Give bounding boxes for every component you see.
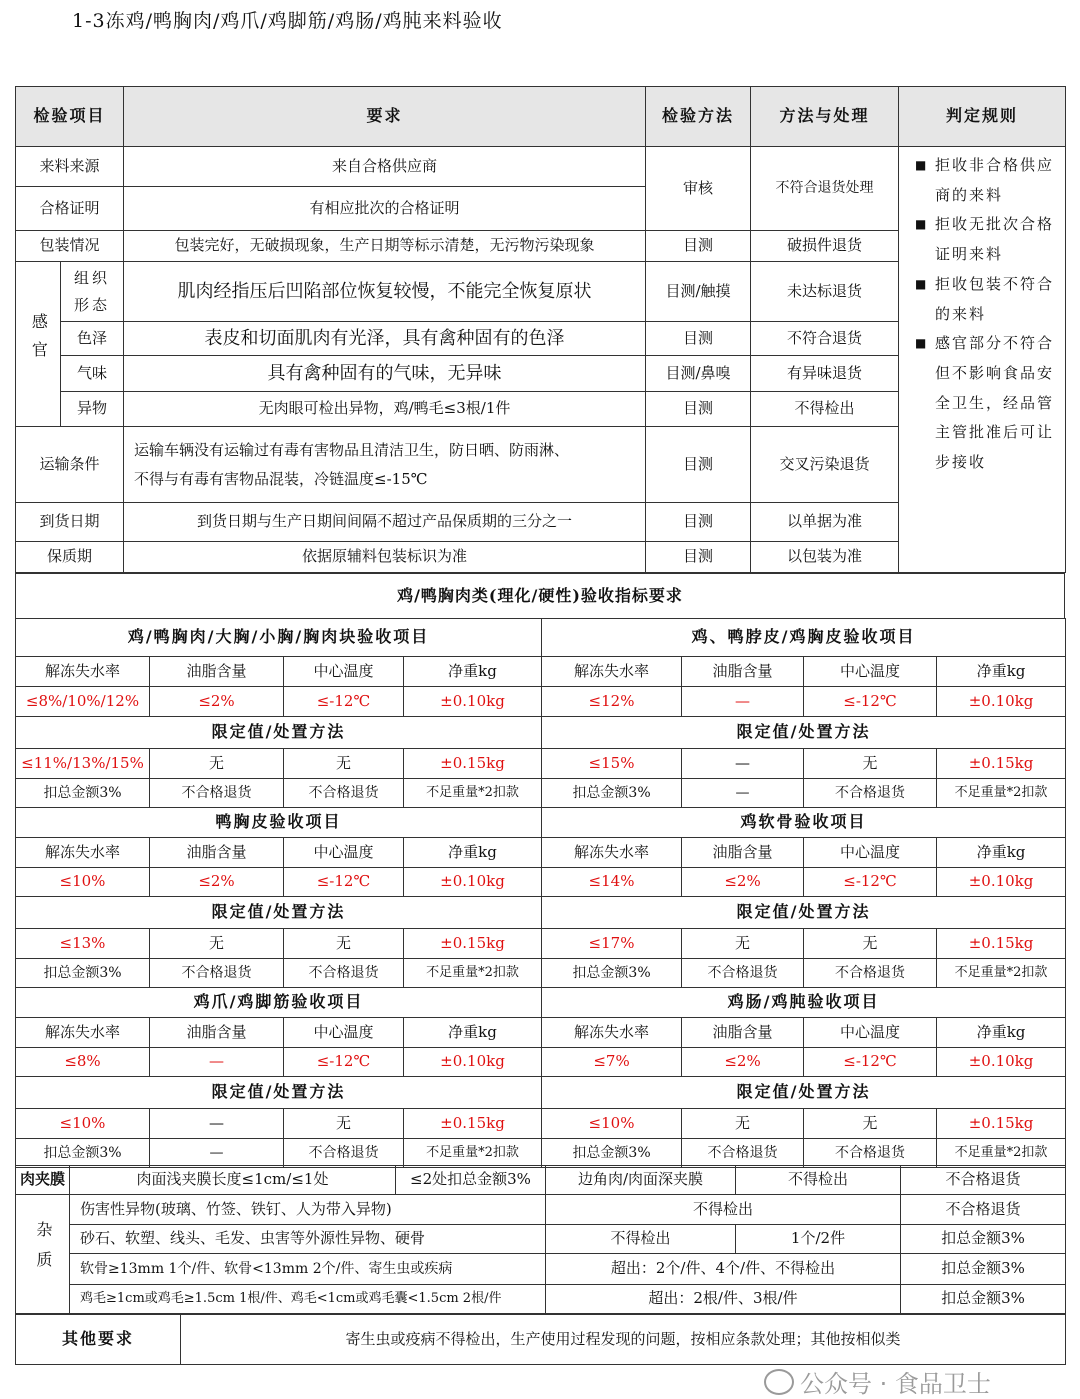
std-value: — xyxy=(150,1048,284,1077)
judge-rule xyxy=(915,270,1057,329)
block-title: 鸡软骨验收项目 xyxy=(542,808,1066,838)
std-value: ±0.10kg xyxy=(937,687,1066,717)
row-handle: 不符合退货处理 xyxy=(751,147,899,231)
row-req: 到货日期与生产日期间间隔不超过产品保质期的三分之一 xyxy=(124,503,646,542)
block-title: 鸭胸皮验收项目 xyxy=(16,808,542,838)
row-name: 气味 xyxy=(61,356,124,392)
column-header: 油脂含量 xyxy=(682,657,804,687)
column-header: 油脂含量 xyxy=(150,1018,284,1048)
limit-value: 无 xyxy=(284,749,404,779)
block-title: 鸡、鸭脖皮/鸡胸皮验收项目 xyxy=(542,619,1066,657)
bullet-icon: ■ xyxy=(915,217,929,232)
sense-label xyxy=(16,262,61,427)
std-value: ≤12% xyxy=(542,687,682,717)
column-header: 净重kg xyxy=(404,1018,542,1048)
row-name: 运输条件 xyxy=(16,427,124,503)
action-value: 不合格退货 xyxy=(804,1139,937,1168)
column-header: 油脂含量 xyxy=(150,657,284,687)
action-value: 扣总金额3% xyxy=(16,959,150,988)
impurity-label-text: 杂质 xyxy=(33,1221,53,1282)
judge-rule xyxy=(915,210,1057,269)
header-judge: 判定规则 xyxy=(899,87,1066,147)
limit-value: ≤10% xyxy=(542,1109,682,1139)
row-req: 有相应批次的合格证明 xyxy=(124,187,646,231)
limit-value: 无 xyxy=(150,749,284,779)
column-header: 净重kg xyxy=(404,657,542,687)
column-header: 油脂含量 xyxy=(150,838,284,868)
row-handle: 有异味退货 xyxy=(751,356,899,392)
std-value: ≤-12℃ xyxy=(804,868,937,897)
indicator-table xyxy=(15,618,1066,1168)
membrane-cell: 边角肉/肉面深夹膜 xyxy=(546,1166,736,1195)
column-header: 中心温度 xyxy=(284,657,404,687)
limit-value: 无 xyxy=(804,749,937,779)
row-method: 目测 xyxy=(646,503,751,542)
limit-label: 限定值/处置方法 xyxy=(16,897,542,929)
limit-label: 限定值/处置方法 xyxy=(542,717,1066,749)
row-handle: 以单据为准 xyxy=(751,503,899,542)
action-value: 不合格退货 xyxy=(150,959,284,988)
bullet-icon: ■ xyxy=(915,158,929,172)
column-header: 净重kg xyxy=(937,1018,1066,1048)
limit-value: 无 xyxy=(804,1109,937,1139)
action-value: 不足重量*2扣款 xyxy=(404,779,542,808)
row-req: 具有禽种固有的气味，无异味 xyxy=(124,356,646,392)
impurity-cell: 不得检出 xyxy=(546,1225,736,1254)
std-value: ±0.10kg xyxy=(404,1048,542,1077)
action-value: — xyxy=(682,779,804,808)
std-value: ≤-12℃ xyxy=(284,868,404,897)
row-name: 异物 xyxy=(61,392,124,427)
limit-value: ≤13% xyxy=(16,929,150,959)
membrane-cell: 不合格退货 xyxy=(901,1166,1066,1195)
limit-value: 无 xyxy=(284,1109,404,1139)
row-req: 依据原辅料包装标识为准 xyxy=(124,542,646,573)
action-value: 不足重量*2扣款 xyxy=(937,959,1066,988)
row-req: 无肉眼可检出异物，鸡/鸭毛≤3根/1件 xyxy=(124,392,646,427)
row-name: 来料来源 xyxy=(16,147,124,187)
column-header: 解冻失水率 xyxy=(16,1018,150,1048)
row-req: 表皮和切面肌肉有光泽，具有禽种固有的色泽 xyxy=(124,322,646,356)
sense-text: 感官 xyxy=(29,313,49,370)
column-header: 解冻失水率 xyxy=(542,1018,682,1048)
std-value: ≤10% xyxy=(16,868,150,897)
limit-value: 无 xyxy=(682,929,804,959)
section-title: 鸡/鸭胸肉类(理化/硬性)验收指标要求 xyxy=(16,574,1065,619)
impurity-cell: 软骨≥13mm 1个/件、软骨<13mm 2个/件、寄生虫或疾病 xyxy=(70,1254,546,1285)
impurity-cell: 超出：2个/件、4个/件、不得检出 xyxy=(546,1254,901,1285)
row-name: 合格证明 xyxy=(16,187,124,231)
header-item: 检验项目 xyxy=(16,87,124,147)
limit-value: 无 xyxy=(682,1109,804,1139)
action-value: 不合格退货 xyxy=(804,959,937,988)
column-header: 净重kg xyxy=(404,838,542,868)
std-value: ≤-12℃ xyxy=(804,687,937,717)
impurity-cell: 鸡毛≥1cm或鸡毛≥1.5cm 1根/件、鸡毛<1cm或鸡毛囊<1.5cm 2根/件 xyxy=(70,1285,546,1314)
header-req: 要求 xyxy=(124,87,646,147)
std-value: ±0.10kg xyxy=(404,687,542,717)
judge-rule-text: 感官部分不符合但不影响食品安全卫生，经品管主管批准后可让步接收 xyxy=(935,334,1055,472)
other-label: 其他要求 xyxy=(16,1315,181,1365)
std-value: ±0.10kg xyxy=(937,868,1066,897)
row-method: 审核 xyxy=(646,147,751,231)
action-value: 不足重量*2扣款 xyxy=(404,1139,542,1168)
row-req: 来自合格供应商 xyxy=(124,147,646,187)
wechat-icon xyxy=(764,1369,794,1395)
column-header: 油脂含量 xyxy=(682,1018,804,1048)
row-method: 目测 xyxy=(646,322,751,356)
impurity-label xyxy=(16,1195,70,1314)
row-handle: 以包装为准 xyxy=(751,542,899,573)
std-value: ≤7% xyxy=(542,1048,682,1077)
std-value: ≤2% xyxy=(682,1048,804,1077)
judge-rule xyxy=(915,329,1057,478)
action-value: 不足重量*2扣款 xyxy=(937,779,1066,808)
row-name: 色泽 xyxy=(61,322,124,356)
row-req xyxy=(124,427,646,503)
header-handle: 方法与处理 xyxy=(751,87,899,147)
action-value: 不合格退货 xyxy=(804,779,937,808)
std-value: ≤14% xyxy=(542,868,682,897)
membrane-cell: ≤2处扣总金额3% xyxy=(396,1166,546,1195)
limit-value: ≤17% xyxy=(542,929,682,959)
std-value: ≤-12℃ xyxy=(284,687,404,717)
row-method: 目测/触摸 xyxy=(646,262,751,322)
limit-label: 限定值/处置方法 xyxy=(542,897,1066,929)
limit-value: ±0.15kg xyxy=(404,929,542,959)
limit-value: ≤15% xyxy=(542,749,682,779)
page-title: 1-3冻鸡/鸭胸肉/鸡爪/鸡脚筋/鸡肠/鸡肫来料验收 xyxy=(72,10,503,32)
membrane-cell: 不得检出 xyxy=(736,1166,901,1195)
membrane-cell: 肉面浅夹膜长度≤1cm/≤1处 xyxy=(70,1166,396,1195)
std-value: ≤2% xyxy=(150,687,284,717)
watermark xyxy=(764,1364,991,1399)
row-name: 到货日期 xyxy=(16,503,124,542)
std-value: ≤8% xyxy=(16,1048,150,1077)
action-value: 扣总金额3% xyxy=(542,779,682,808)
limit-value: 无 xyxy=(804,929,937,959)
other-text: 寄生虫或疫病不得检出，生产使用过程发现的问题，按相应条款处理；其他按相似类 xyxy=(181,1315,1066,1365)
limit-value: ±0.15kg xyxy=(404,1109,542,1139)
row-method: 目测 xyxy=(646,542,751,573)
column-header: 中心温度 xyxy=(804,838,937,868)
action-value: 扣总金额3% xyxy=(16,1139,150,1168)
column-header: 解冻失水率 xyxy=(542,838,682,868)
std-value: ±0.10kg xyxy=(937,1048,1066,1077)
bullet-icon: ■ xyxy=(915,336,929,351)
column-header: 中心温度 xyxy=(284,1018,404,1048)
watermark-text: 公众号 · 食品卫士 xyxy=(800,1370,991,1398)
section-title-table xyxy=(15,573,1065,619)
std-value: ≤2% xyxy=(682,868,804,897)
column-header: 净重kg xyxy=(937,657,1066,687)
action-value: 不合格退货 xyxy=(284,779,404,808)
judge-rule xyxy=(915,151,1057,210)
impurity-cell: 扣总金额3% xyxy=(901,1225,1066,1254)
action-value: 不合格退货 xyxy=(284,1139,404,1168)
action-value: 扣总金额3% xyxy=(542,959,682,988)
block-title: 鸡/鸭胸肉/大胸/小胸/胸肉块验收项目 xyxy=(16,619,542,657)
action-value: 不合格退货 xyxy=(150,779,284,808)
limit-value: ≤10% xyxy=(16,1109,150,1139)
column-header: 净重kg xyxy=(937,838,1066,868)
judge-rule-text: 拒收包装不符合的来料 xyxy=(935,274,1055,323)
impurity-cell: 扣总金额3% xyxy=(901,1285,1066,1314)
row-name: 保质期 xyxy=(16,542,124,573)
limit-value: ±0.15kg xyxy=(937,1109,1066,1139)
limit-value: — xyxy=(150,1109,284,1139)
std-value: — xyxy=(682,687,804,717)
row-handle: 交叉污染退货 xyxy=(751,427,899,503)
row-req: 包装完好，无破损现象，生产日期等标示清楚，无污物污染现象 xyxy=(124,231,646,262)
row-method: 目测 xyxy=(646,427,751,503)
std-value: ≤8%/10%/12% xyxy=(16,687,150,717)
action-value: 不足重量*2扣款 xyxy=(937,1139,1066,1168)
limit-label: 限定值/处置方法 xyxy=(542,1077,1066,1109)
column-header: 解冻失水率 xyxy=(16,838,150,868)
action-value: 不合格退货 xyxy=(682,1139,804,1168)
impurity-cell: 不合格退货 xyxy=(901,1195,1066,1225)
row-handle: 未达标退货 xyxy=(751,262,899,322)
action-value: 不足重量*2扣款 xyxy=(404,959,542,988)
impurity-cell: 伤害性异物(玻璃、竹签、铁钉、人为带入异物) xyxy=(70,1195,546,1225)
header-method: 检验方法 xyxy=(646,87,751,147)
row-name: 包装情况 xyxy=(16,231,124,262)
action-value: — xyxy=(150,1139,284,1168)
judge-rules xyxy=(899,147,1066,573)
limit-value: 无 xyxy=(284,929,404,959)
bullet-icon: ■ xyxy=(915,276,929,291)
other-table xyxy=(15,1314,1066,1365)
column-header: 解冻失水率 xyxy=(542,657,682,687)
row-handle: 破损件退货 xyxy=(751,231,899,262)
row-handle: 不得检出 xyxy=(751,392,899,427)
row-handle: 不符合退货 xyxy=(751,322,899,356)
impurity-table xyxy=(15,1165,1066,1314)
impurity-cell: 砂石、软塑、线头、毛发、虫害等外源性异物、硬骨 xyxy=(70,1225,546,1254)
limit-value: — xyxy=(682,749,804,779)
impurity-cell: 扣总金额3% xyxy=(901,1254,1066,1285)
action-value: 不合格退货 xyxy=(682,959,804,988)
action-value: 扣总金额3% xyxy=(542,1139,682,1168)
block-title: 鸡肠/鸡肫验收项目 xyxy=(542,988,1066,1018)
limit-value: ±0.15kg xyxy=(937,929,1066,959)
limit-value: ±0.15kg xyxy=(404,749,542,779)
membrane-label: 肉夹膜 xyxy=(16,1166,70,1195)
row-method: 目测/鼻嗅 xyxy=(646,356,751,392)
row-method: 目测 xyxy=(646,231,751,262)
row-name: 组织形态 xyxy=(61,262,124,322)
impurity-cell: 超出：2根/件、3根/件 xyxy=(546,1285,901,1314)
std-value: ±0.10kg xyxy=(404,868,542,897)
column-header: 解冻失水率 xyxy=(16,657,150,687)
std-value: ≤2% xyxy=(150,868,284,897)
column-header: 中心温度 xyxy=(804,657,937,687)
std-value: ≤-12℃ xyxy=(804,1048,937,1077)
block-title: 鸡爪/鸡脚筋验收项目 xyxy=(16,988,542,1018)
limit-label: 限定值/处置方法 xyxy=(16,1077,542,1109)
action-value: 不合格退货 xyxy=(284,959,404,988)
impurity-cell: 不得检出 xyxy=(546,1195,901,1225)
limit-value: ±0.15kg xyxy=(937,749,1066,779)
column-header: 油脂含量 xyxy=(682,838,804,868)
limit-label: 限定值/处置方法 xyxy=(16,717,542,749)
impurity-cell: 1个/2件 xyxy=(736,1225,901,1254)
row-req: 肌肉经指压后凹陷部位恢复较慢，不能完全恢复原状 xyxy=(124,262,646,322)
inspection-table xyxy=(15,86,1066,573)
column-header: 中心温度 xyxy=(284,838,404,868)
action-value: 扣总金额3% xyxy=(16,779,150,808)
limit-value: ≤11%/13%/15% xyxy=(16,749,150,779)
judge-rule-text: 拒收无批次合格证明来料 xyxy=(935,215,1055,264)
row-req-line: 运输车辆没有运输过有毒有害物品且清洁卫生，防日晒、防雨淋、 xyxy=(134,441,570,459)
row-method: 目测 xyxy=(646,392,751,427)
judge-rule-text: 拒收非合格供应商的来料 xyxy=(935,156,1055,204)
std-value: ≤-12℃ xyxy=(284,1048,404,1077)
row-req-line: 不得与有毒有害物品混装，冷链温度≤-15℃ xyxy=(134,469,428,488)
column-header: 中心温度 xyxy=(804,1018,937,1048)
limit-value: 无 xyxy=(150,929,284,959)
